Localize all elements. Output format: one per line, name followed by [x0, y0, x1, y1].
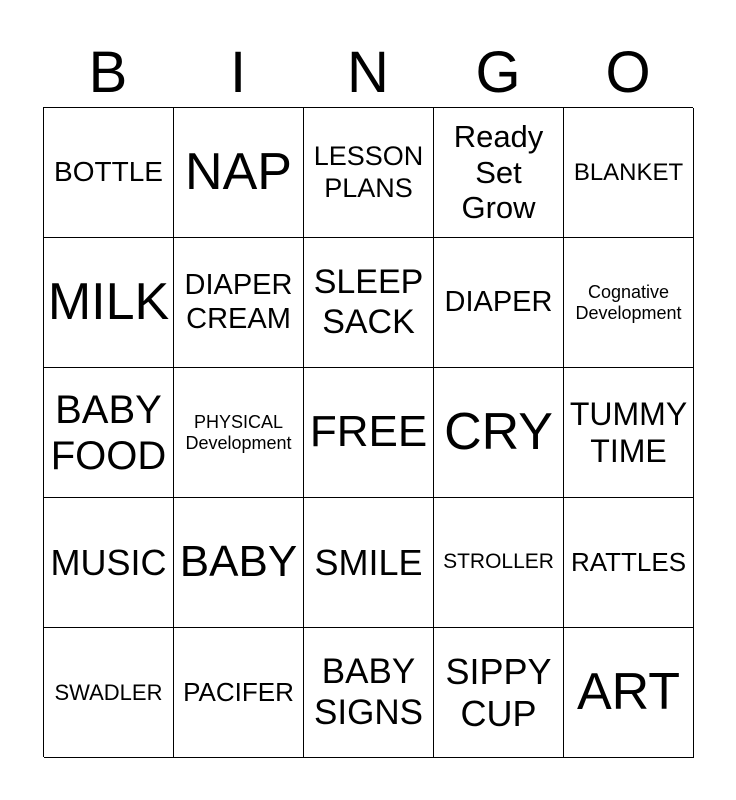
header-letter-i: I — [229, 40, 247, 105]
header-letter-g: G — [475, 40, 521, 105]
bingo-cell[interactable]: STROLLER — [434, 498, 564, 628]
bingo-cell[interactable]: PHYSICAL Development — [174, 368, 304, 498]
header-letter-o: O — [605, 40, 651, 105]
bingo-cell[interactable]: BLANKET — [564, 108, 694, 238]
bingo-cell[interactable]: SMILE — [304, 498, 434, 628]
bingo-cell[interactable]: DIAPER CREAM — [174, 238, 304, 368]
bingo-cell[interactable]: MILK — [44, 238, 174, 368]
header-letter-n: N — [347, 40, 389, 105]
bingo-free-cell[interactable]: FREE — [304, 368, 434, 498]
bingo-cell[interactable]: PACIFER — [174, 628, 304, 758]
bingo-cell[interactable]: SLEEP SACK — [304, 238, 434, 368]
bingo-cell[interactable]: BABY — [174, 498, 304, 628]
bingo-cell[interactable]: SWADLER — [44, 628, 174, 758]
bingo-header — [43, 40, 693, 106]
bingo-cell[interactable]: RATTLES — [564, 498, 694, 628]
bingo-cell[interactable]: Ready Set Grow — [434, 108, 564, 238]
bingo-cell[interactable]: NAP — [174, 108, 304, 238]
bingo-cell[interactable]: LESSON PLANS — [304, 108, 434, 238]
bingo-cell[interactable]: DIAPER — [434, 238, 564, 368]
bingo-board — [43, 107, 693, 757]
bingo-cell[interactable]: CRY — [434, 368, 564, 498]
bingo-cell[interactable]: BABY FOOD — [44, 368, 174, 498]
bingo-cell[interactable]: BABY SIGNS — [304, 628, 434, 758]
bingo-cell[interactable]: Cognative Development — [564, 238, 694, 368]
bingo-cell[interactable]: MUSIC — [44, 498, 174, 628]
bingo-cell[interactable]: TUMMY TIME — [564, 368, 694, 498]
bingo-cell[interactable]: BOTTLE — [44, 108, 174, 238]
bingo-cell[interactable]: SIPPY CUP — [434, 628, 564, 758]
bingo-cell[interactable]: ART — [564, 628, 694, 758]
header-letter-b: B — [88, 40, 128, 105]
